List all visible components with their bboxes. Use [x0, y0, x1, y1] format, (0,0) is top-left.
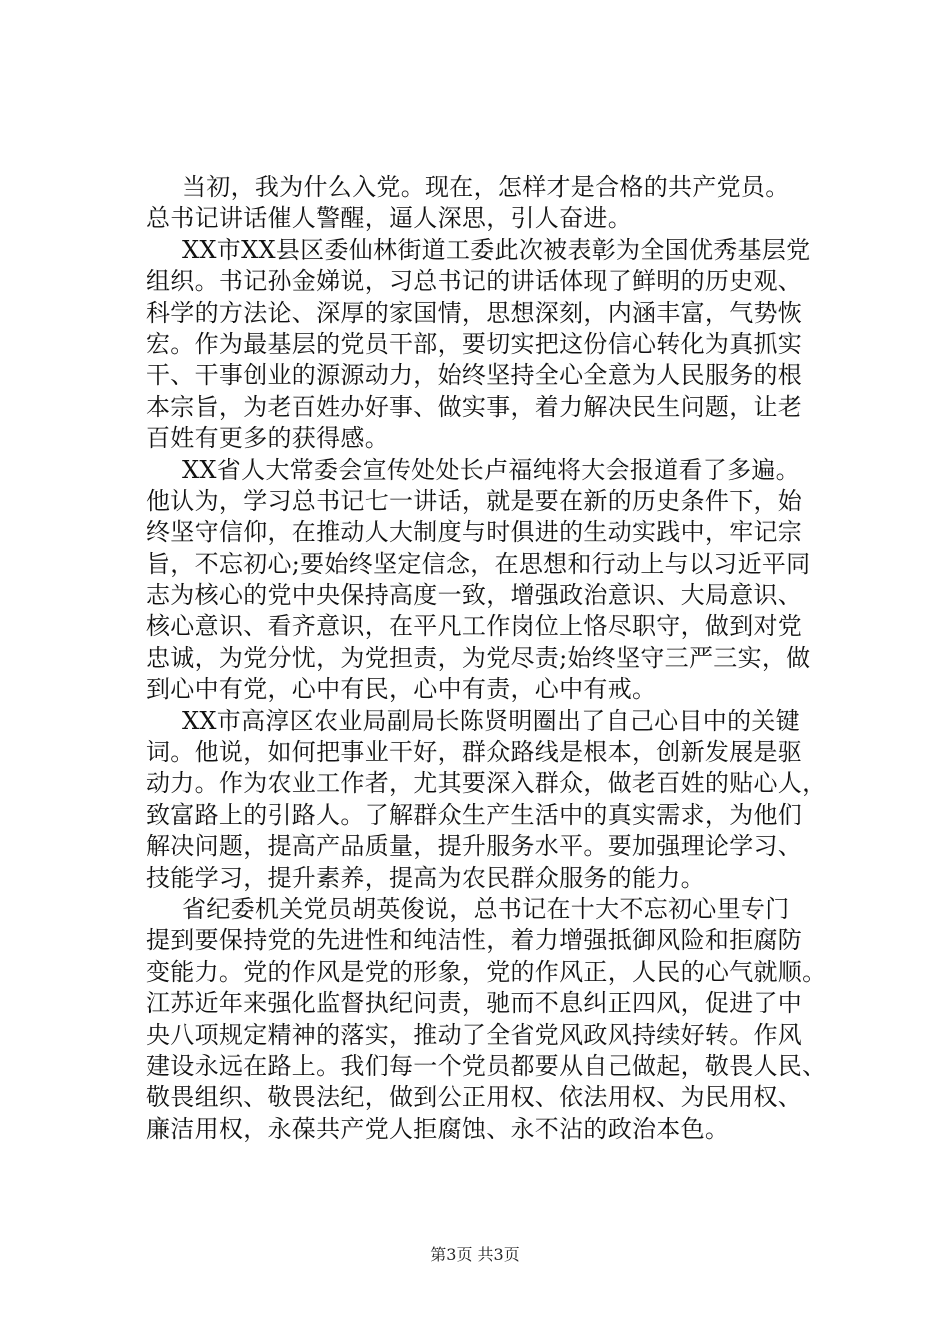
text-line: 建设永远在路上。我们每一个党员都要从自己做起，敬畏人民、: [146, 1051, 827, 1080]
text-line: XX市高淳区农业局副局长陈贤明圈出了自己心目中的关键: [182, 706, 800, 735]
text-line: 旨，不忘初心;要始终坚定信念，在思想和行动上与以习近平同: [146, 549, 811, 578]
text-line: 干、干事创业的源源动力，始终坚持全心全意为人民服务的根: [146, 361, 803, 390]
text-line: 江苏近年来强化监督执纪问责，驰而不息纠正四风，促进了中: [146, 989, 803, 1018]
text-line: 宏。作为最基层的党员干部，要切实把这份信心转化为真抓实: [146, 329, 803, 358]
text-line: 本宗旨，为老百姓办好事、做实事，着力解决民生问题，让老: [146, 392, 803, 421]
text-line: 敬畏组织、敬畏法纪，做到公正用权、依法用权、为民用权、: [146, 1083, 803, 1112]
text-line: XX市XX县区委仙林街道工委此次被表彰为全国优秀基层党: [182, 235, 811, 264]
text-line: 组织。书记孙金娣说，习总书记的讲话体现了鲜明的历史观、: [146, 267, 803, 296]
text-line: 百姓有更多的获得感。: [146, 424, 389, 453]
paragraph: [146, 894, 826, 1145]
document-body: [146, 172, 826, 1145]
text-line: 志为核心的党中央保持高度一致，增强政治意识、大局意识、: [146, 581, 803, 610]
paragraph: [146, 706, 826, 894]
text-line: 央八项规定精神的落实，推动了全省党风政风持续好转。作风: [146, 1020, 803, 1049]
paragraph: [146, 455, 826, 706]
text-line: 省纪委机关党员胡英俊说，总书记在十大不忘初心里专门: [182, 894, 790, 923]
paragraph: [146, 235, 826, 455]
text-line: XX省人大常委会宣传处处长卢福纯将大会报道看了多遍。: [182, 455, 800, 484]
text-line: 核心意识、看齐意识，在平凡工作岗位上恪尽职守，做到对党: [146, 612, 803, 641]
text-line: 变能力。党的作风是党的形象，党的作风正，人民的心气就顺。: [146, 957, 827, 986]
page-footer: 第3页 共3页: [430, 1245, 520, 1264]
text-line: 致富路上的引路人。了解群众生产生活中的真实需求，为他们: [146, 800, 803, 829]
text-line: 当初，我为什么入党。现在，怎样才是合格的共产党员。: [182, 173, 790, 201]
text-line: 总书记讲话催人警醒，逼人深思，引人奋进。: [146, 204, 632, 233]
text-line: 技能学习，提升素养，提高为农民群众服务的能力。: [146, 863, 705, 892]
text-line: 到心中有党，心中有民，心中有责，心中有戒。: [146, 675, 657, 704]
text-line: 动力。作为农业工作者，尤其要深入群众，做老百姓的贴心人，: [146, 769, 827, 798]
text-line: 廉洁用权，永葆共产党人拒腐蚀、永不沾的政治本色。: [146, 1114, 730, 1143]
text-line: 他认为，学习总书记七一讲话，就是要在新的历史条件下，始: [146, 486, 803, 515]
text-line: 终坚守信仰，在推动人大制度与时俱进的生动实践中，牢记宗: [146, 518, 803, 547]
text-line: 科学的方法论、深厚的家国情，思想深刻，内涵丰富，气势恢: [146, 298, 803, 327]
paragraph: [146, 172, 826, 235]
text-line: 解决问题，提高产品质量，提升服务水平。要加强理论学习、: [146, 832, 803, 861]
text-line: 词。他说，如何把事业干好，群众路线是根本，创新发展是驱: [146, 738, 803, 767]
text-line: 忠诚，为党分忧，为党担责，为党尽责;始终坚守三严三实，做: [146, 643, 811, 672]
text-line: 提到要保持党的先进性和纯洁性，着力增强抵御风险和拒腐防: [146, 926, 803, 955]
